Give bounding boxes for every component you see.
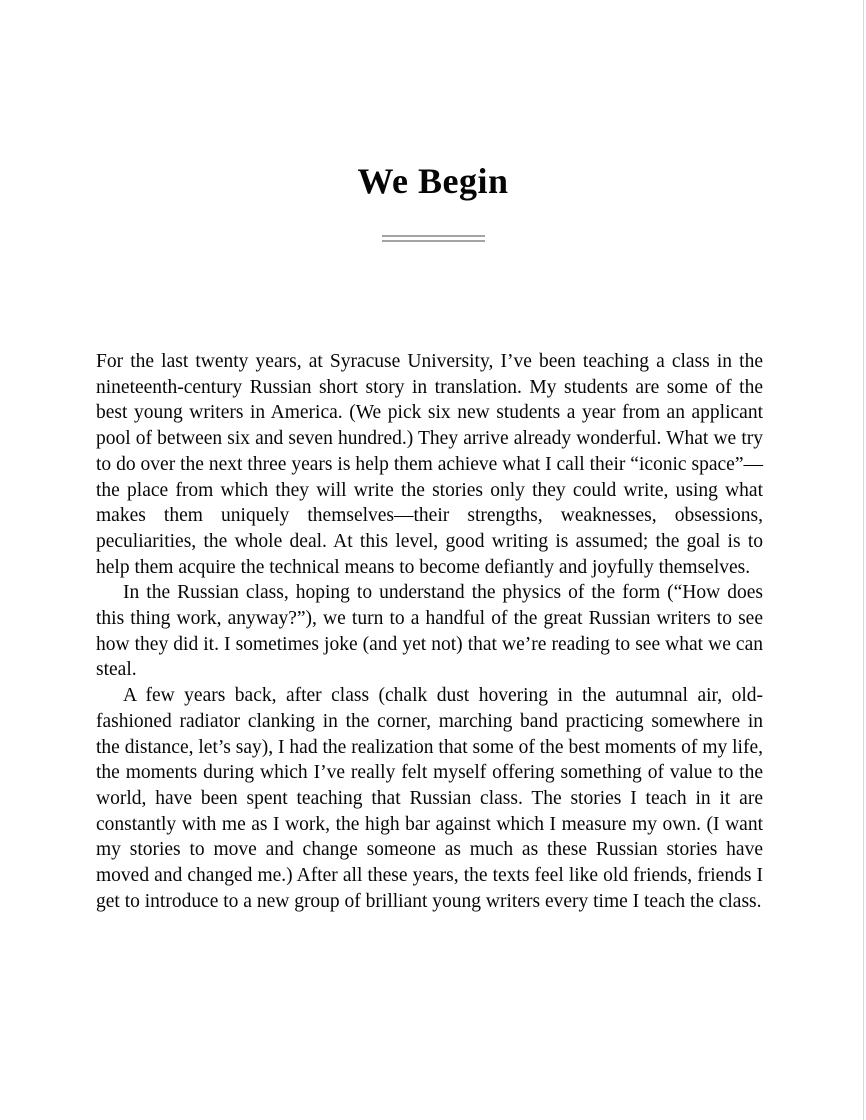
chapter-title: We Begin xyxy=(357,161,509,201)
chapter-body xyxy=(96,349,763,914)
paragraph: A few years back, after class (chalk dust hovering in the autumnal air, old-fashioned radiator clanking in the corner, marching band practicing somewhere in the distance, let’s say), I had the realization that some of the best moments of my life, the moments during which I’ve really felt myself offering something of value to the world, have been spent teaching that Russian class. The stories I teach in it are constantly with me as I work, the high bar against which I measure my own. (I want my stories to move and change someone as much as these Russian stories have moved and changed me.) After all these years, the texts feel like old friends, friends I get to introduce to a new group of brilliant young writers every time I teach the class. xyxy=(96,685,763,912)
paragraph: For the last twenty years, at Syracuse University, I’ve been teaching a class in the nineteenth-century Russian short story in translation. My students are some of the best young writers in America. (We pick six new students a year from an applicant pool of between six and seven hundred.) They arrive already wonderful. What we try to do over the next three years is help them achieve what I call their “iconic space”—the place from which they will write the stories only they could write, using what makes them uniquely themselves—their strengths, weaknesses, obsessions, peculiarities, the whole deal. At this level, good writing is assumed; the goal is to help them acquire the technical means to become defiantly and joyfully themselves. xyxy=(96,351,763,578)
chapter-divider-rule xyxy=(382,235,485,242)
paragraph: In the Russian class, hoping to understand the physics of the form (“How does this thing work, anyway?”), we turn to a handful of the great Russian writers to see how they did it. I sometimes joke (and yet not) that we’re reading to see what we can steal. xyxy=(96,582,763,681)
page-edge-divider xyxy=(863,0,864,1120)
